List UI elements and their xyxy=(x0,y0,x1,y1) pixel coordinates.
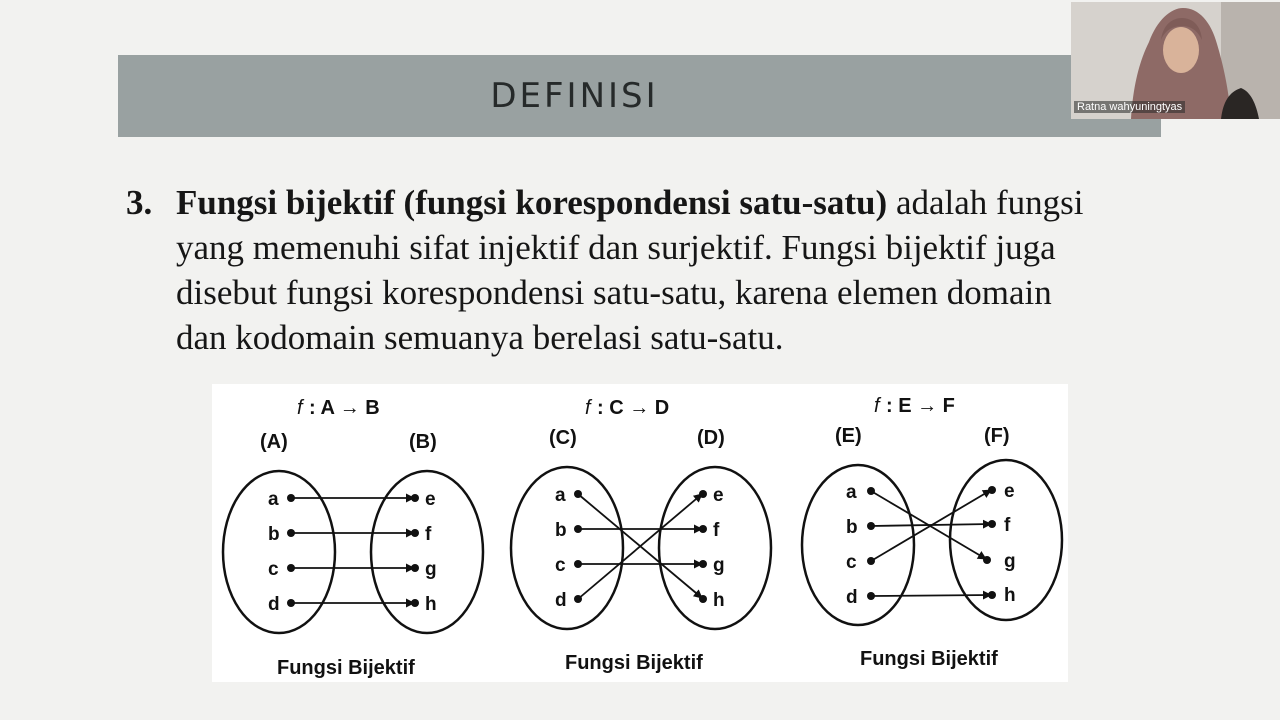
diagram-caption: Fungsi Bijektif xyxy=(565,652,703,674)
codomain-set-label: (B) xyxy=(409,431,437,453)
domain-element: d xyxy=(555,590,567,611)
element-dot xyxy=(983,556,991,564)
mapping-arrow xyxy=(871,595,991,596)
element-dot xyxy=(988,520,996,528)
definition-text xyxy=(126,180,1166,360)
element-dot xyxy=(287,494,295,502)
codomain-element: h xyxy=(425,594,437,615)
element-dot xyxy=(867,557,875,565)
person-face xyxy=(1163,27,1199,73)
participant-name: Ratna wahyuningtyas xyxy=(1074,101,1185,113)
definition-line-1 xyxy=(176,180,1166,225)
domain-element: c xyxy=(268,559,279,580)
codomain-element: g xyxy=(1004,551,1016,572)
element-dot xyxy=(574,560,582,568)
element-dot xyxy=(287,599,295,607)
element-dot xyxy=(988,591,996,599)
element-dot xyxy=(867,522,875,530)
codomain-element: h xyxy=(1004,585,1016,606)
bijective-function-figure xyxy=(212,384,1068,682)
element-dot xyxy=(988,486,996,494)
definition-line-1-rest: adalah fungsi xyxy=(887,183,1084,222)
element-dot xyxy=(574,490,582,498)
element-dot xyxy=(411,529,419,537)
webcam-thumbnail[interactable] xyxy=(1071,2,1280,119)
codomain-element: e xyxy=(425,489,436,510)
mapping-symbol: f xyxy=(297,397,303,419)
mapping-diagrams xyxy=(212,384,1068,682)
mapping-title: : C → D xyxy=(597,397,670,419)
diagram-e-to-f xyxy=(802,395,1062,670)
domain-element: c xyxy=(846,552,857,573)
element-dot xyxy=(867,592,875,600)
slide-title: DEFINISI xyxy=(490,76,659,116)
element-dot xyxy=(287,564,295,572)
codomain-set-label: (F) xyxy=(984,425,1010,447)
diagram-a-to-b xyxy=(223,397,483,679)
domain-set-ellipse xyxy=(511,467,623,629)
mapping-symbol: f xyxy=(585,397,591,419)
domain-element: d xyxy=(268,594,280,615)
element-dot xyxy=(699,525,707,533)
element-dot xyxy=(574,525,582,533)
codomain-element: f xyxy=(425,524,432,545)
mapping-title: : E → F xyxy=(886,395,955,417)
codomain-set-label: (D) xyxy=(697,427,725,449)
definition-number: 3. xyxy=(126,183,153,222)
element-dot xyxy=(411,599,419,607)
codomain-element: g xyxy=(713,555,725,576)
domain-set-label: (A) xyxy=(260,431,288,453)
definition-line-2: yang memenuhi sifat injektif dan surjektif. Fungsi bijektif juga xyxy=(176,228,1056,267)
domain-element: c xyxy=(555,555,566,576)
mapping-title: : A → B xyxy=(309,397,380,419)
diagram-c-to-d xyxy=(511,397,771,674)
codomain-element: f xyxy=(713,520,720,541)
domain-set-label: (C) xyxy=(549,427,577,449)
domain-element: b xyxy=(555,520,567,541)
codomain-element: g xyxy=(425,559,437,580)
element-dot xyxy=(411,564,419,572)
mapping-symbol: f xyxy=(874,395,880,417)
element-dot xyxy=(574,595,582,603)
element-dot xyxy=(699,595,707,603)
domain-element: a xyxy=(555,485,566,506)
domain-element: b xyxy=(268,524,280,545)
diagram-caption: Fungsi Bijektif xyxy=(277,657,415,679)
domain-element: b xyxy=(846,517,858,538)
domain-set-label: (E) xyxy=(835,425,862,447)
element-dot xyxy=(699,560,707,568)
domain-element: a xyxy=(268,489,279,510)
codomain-element: h xyxy=(713,590,725,611)
element-dot xyxy=(287,529,295,537)
codomain-element: e xyxy=(713,485,724,506)
element-dot xyxy=(867,487,875,495)
element-dot xyxy=(699,490,707,498)
domain-element: a xyxy=(846,482,857,503)
definition-line-3: disebut fungsi korespondensi satu-satu, karena elemen domain xyxy=(176,273,1052,312)
domain-element: d xyxy=(846,587,858,608)
definition-line-4: dan kodomain semuanya berelasi satu-satu. xyxy=(176,318,784,357)
codomain-element: f xyxy=(1004,515,1011,536)
definition-term: Fungsi bijektif (fungsi korespondensi satu-satu) xyxy=(176,183,888,222)
diagram-caption: Fungsi Bijektif xyxy=(860,648,998,670)
element-dot xyxy=(411,494,419,502)
codomain-element: e xyxy=(1004,481,1015,502)
title-bar xyxy=(118,55,1161,137)
